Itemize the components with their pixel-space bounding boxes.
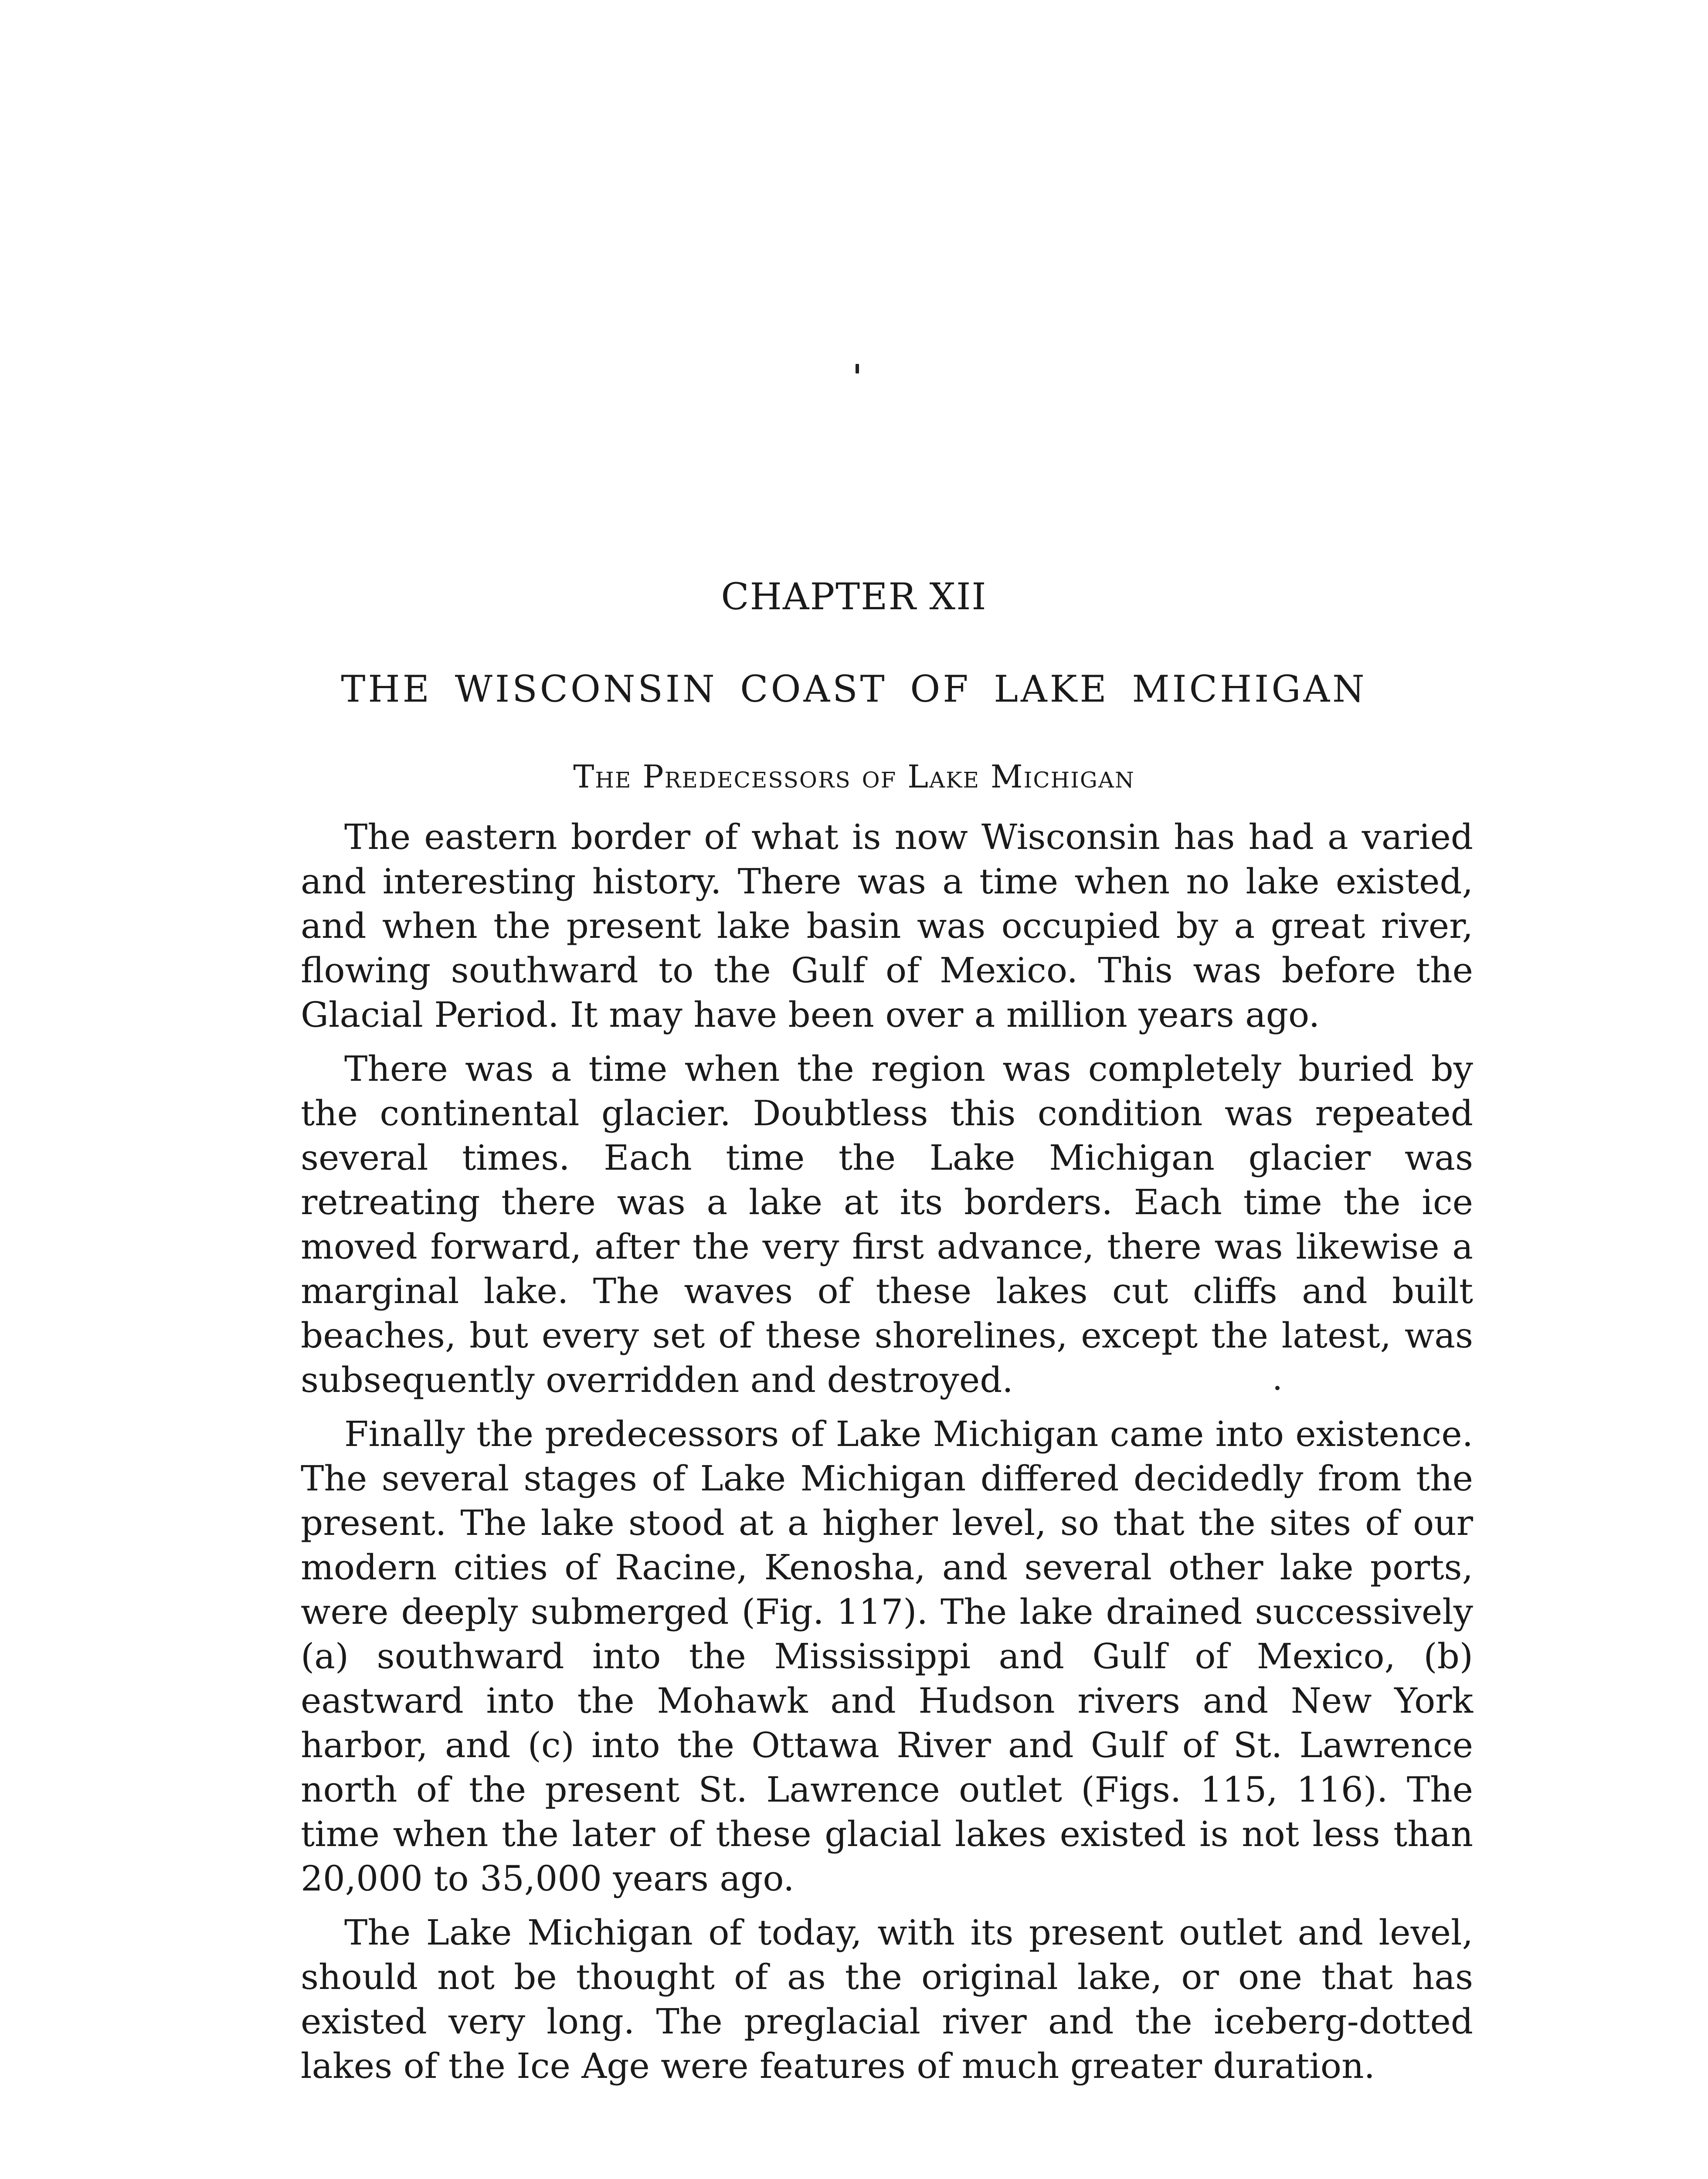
chapter-number: CHAPTER XII bbox=[721, 575, 987, 618]
section-heading: The Predecessors of Lake Michigan bbox=[573, 758, 1135, 795]
paragraph: There was a time when the region was completely buried by the continental glacier. Doubtless this condition was repeated several times. Each time the Lake Michigan glacier was retreating there was a lake at its borders. Each time the ice moved forward, after the very first advance, there was likewise a marginal lake. The waves of these lakes cut cliffs and built beaches, but every set of these shorelines, except the latest, was subsequently overridden and destroyed. bbox=[301, 1049, 1473, 1400]
paragraph: The eastern border of what is now Wisconsin has had a varied and interesting history. There was a time when no lake existed, and when the present lake basin was occupied by a great river, flowing southward to the Gulf of Mexico. This was before the Glacial Period. It may have been over a million years ago. bbox=[301, 817, 1473, 1035]
chapter-title: THE WISCONSIN COAST OF LAKE MICHIGAN bbox=[341, 668, 1367, 710]
paragraph: Finally the predecessors of Lake Michigan came into existence. The several stages of Lake Michigan differed decidedly from the present. The lake stood at a higher level, so that the sites of our modern cities of Racine, Kenosha, and several other lake ports, were deeply submerged (Fig. 117). The lake drained successively (a) southward into the Mississippi and Gulf of Mexico, (b) eastward into the Mohawk and Hudson rivers and New York harbor, and (c) into the Ottawa River and Gulf of St. Lawrence north of the present St. Lawrence outlet (Figs. 115, 116). The time when the later of these glacial lakes existed is not less than 20,000 to 35,000 years ago. bbox=[301, 1414, 1473, 1899]
paragraph: The Lake Michigan of today, with its present outlet and level, should not be thought of as the original lake, or one that has existed very long. The preglacial river and the iceberg-dotted lakes of the Ice Age were features of much greater duration. bbox=[301, 1912, 1473, 2086]
body-text bbox=[301, 815, 1473, 2098]
ink-speck bbox=[856, 364, 859, 373]
